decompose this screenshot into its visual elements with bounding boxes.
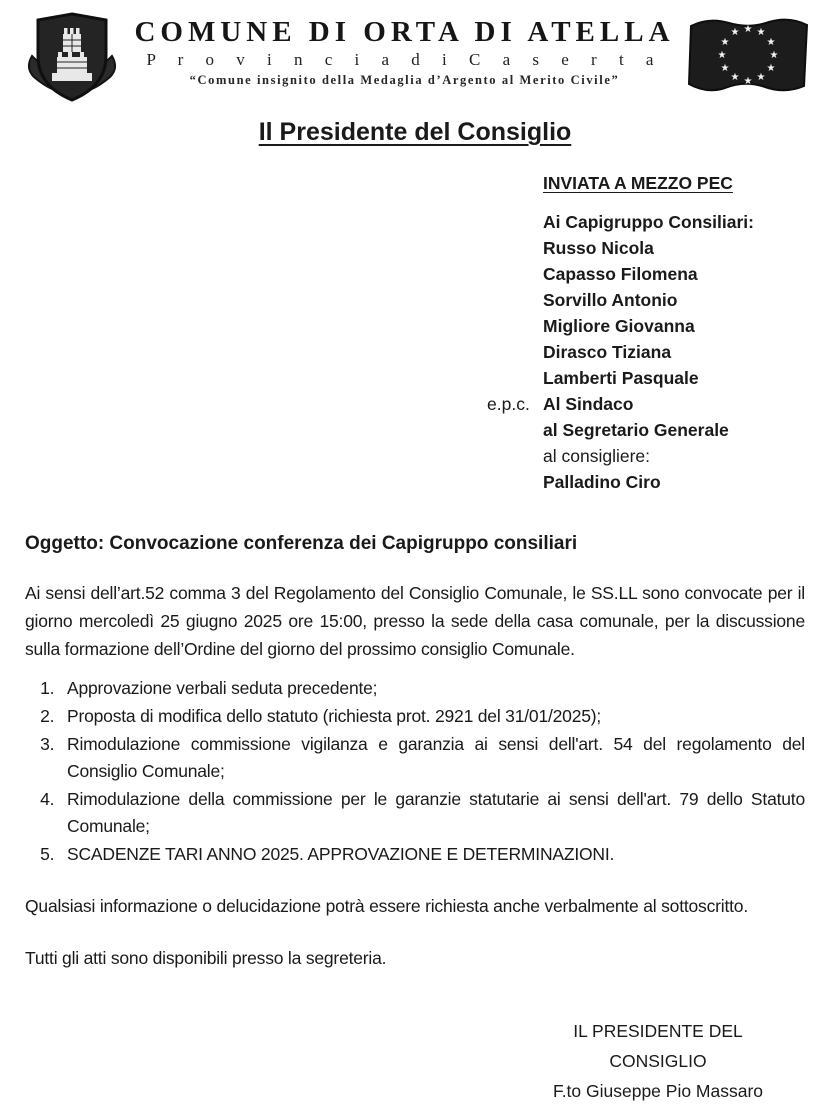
- province-line: P r o v i n c i a d i C a s e r t a: [146, 50, 663, 69]
- recipients-list: [487, 209, 830, 495]
- signature-role: IL PRESIDENTE DEL CONSIGLIO: [573, 1021, 743, 1071]
- svg-text:★: ★: [756, 27, 766, 38]
- recipient-row: [487, 417, 830, 443]
- body-paragraph-3: Tutti gli atti sono disponibili presso la segreteria.: [25, 948, 387, 968]
- recipient-name: Ai Capigruppo Consiliari:: [543, 212, 754, 232]
- recipient-name: Dirasco Tiziana: [543, 342, 672, 362]
- svg-text:★: ★: [743, 24, 753, 35]
- recipient-row: [487, 365, 830, 391]
- letterhead: [0, 0, 830, 104]
- recipient-name: Sorvillo Antonio: [543, 290, 678, 310]
- agenda-item: 4. Rimodulazione della commissione per le garanzie statutarie ai sensi dell'art. 79 dello Statuto Comunale;: [59, 786, 805, 840]
- letterhead-text: [124, 8, 685, 88]
- recipient-name: Russo Nicola: [543, 238, 654, 258]
- recipient-row: [487, 391, 830, 417]
- signature-name: F.to Giuseppe Pio Massaro: [552, 1081, 764, 1101]
- recipient-row: [487, 209, 830, 235]
- svg-text:★: ★: [720, 63, 730, 74]
- recipient-row: [487, 313, 830, 339]
- svg-text:★: ★: [766, 37, 776, 48]
- recipient-row: [487, 287, 830, 313]
- recipient-name: Palladino Ciro: [543, 472, 661, 492]
- body-paragraph-2: Qualsiasi informazione o delucidazione potrà essere richiesta anche verbalmente al sottoscritto.: [25, 896, 748, 916]
- recipient-row: [487, 235, 830, 261]
- document-title: Il Presidente del Consiglio: [258, 118, 572, 146]
- body-paragraph-1: Ai sensi dell’art.52 comma 3 del Regolamento del Consiglio Comunale, le SS.LL sono convocate per il giorno mercoledì 25 giugno 2025 ore 15:00, presso la sede della casa comunale, per la discussione sulla formazione dell’Ordine del giorno del prossimo consiglio Comunale.: [25, 583, 805, 659]
- recipient-prefix: [487, 417, 543, 443]
- motto-line: “Comune insignito della Medaglia d’Argento al Merito Civile”: [189, 73, 620, 87]
- svg-text:★: ★: [743, 76, 753, 87]
- recipient-name: Al Sindaco: [543, 394, 634, 414]
- recipient-prefix: [487, 443, 543, 469]
- svg-text:★: ★: [730, 72, 740, 83]
- signature-block: [528, 1016, 788, 1106]
- agenda-item: 1. Approvazione verbali seduta precedente;: [59, 675, 805, 702]
- recipient-row: [487, 261, 830, 287]
- agenda-item: 5. SCADENZE TARI ANNO 2025. APPROVAZIONE E DETERMINAZIONI.: [59, 841, 805, 868]
- municipality-name: COMUNE DI ORTA DI ATELLA: [134, 16, 675, 48]
- svg-text:★: ★: [756, 72, 766, 83]
- svg-text:★: ★: [717, 50, 727, 61]
- recipient-prefix: [487, 469, 543, 495]
- eu-flag-icon: [685, 8, 820, 105]
- recipient-prefix: [487, 261, 543, 287]
- subject-line: Oggetto: Convocazione conferenza dei Capigruppo consiliari: [25, 533, 578, 554]
- recipient-prefix: [487, 287, 543, 313]
- agenda-list: [37, 675, 805, 868]
- svg-text:★: ★: [720, 37, 730, 48]
- recipient-name: Capasso Filomena: [543, 264, 698, 284]
- coat-of-arms-svg: [24, 10, 120, 110]
- recipient-prefix: [487, 235, 543, 261]
- agenda-item: 3. Rimodulazione commissione vigilanza e garanzia ai sensi dell'art. 54 del regolamento del Consiglio Comunale;: [59, 731, 805, 785]
- recipient-row: [487, 469, 830, 495]
- recipient-name: Migliore Giovanna: [543, 316, 695, 336]
- svg-text:★: ★: [766, 63, 776, 74]
- recipient-prefix: [487, 313, 543, 339]
- recipient-prefix: [487, 365, 543, 391]
- recipient-name: Lamberti Pasquale: [543, 368, 699, 388]
- agenda-item: 2. Proposta di modifica dello statuto (richiesta prot. 2921 del 31/01/2025);: [59, 703, 805, 730]
- recipient-prefix: e.p.c.: [487, 394, 530, 414]
- eu-flag-svg: [685, 14, 813, 100]
- svg-text:★: ★: [730, 27, 740, 38]
- recipient-name: al Segretario Generale: [543, 420, 729, 440]
- recipient-prefix: [487, 339, 543, 365]
- recipient-row: [487, 443, 830, 469]
- recipient-row: [487, 339, 830, 365]
- recipient-name: al consigliere:: [543, 446, 650, 466]
- recipient-prefix: [487, 209, 543, 235]
- delivery-note: INVIATA A MEZZO PEC: [543, 173, 733, 193]
- coat-of-arms-icon: [24, 8, 124, 115]
- svg-text:★: ★: [769, 50, 779, 61]
